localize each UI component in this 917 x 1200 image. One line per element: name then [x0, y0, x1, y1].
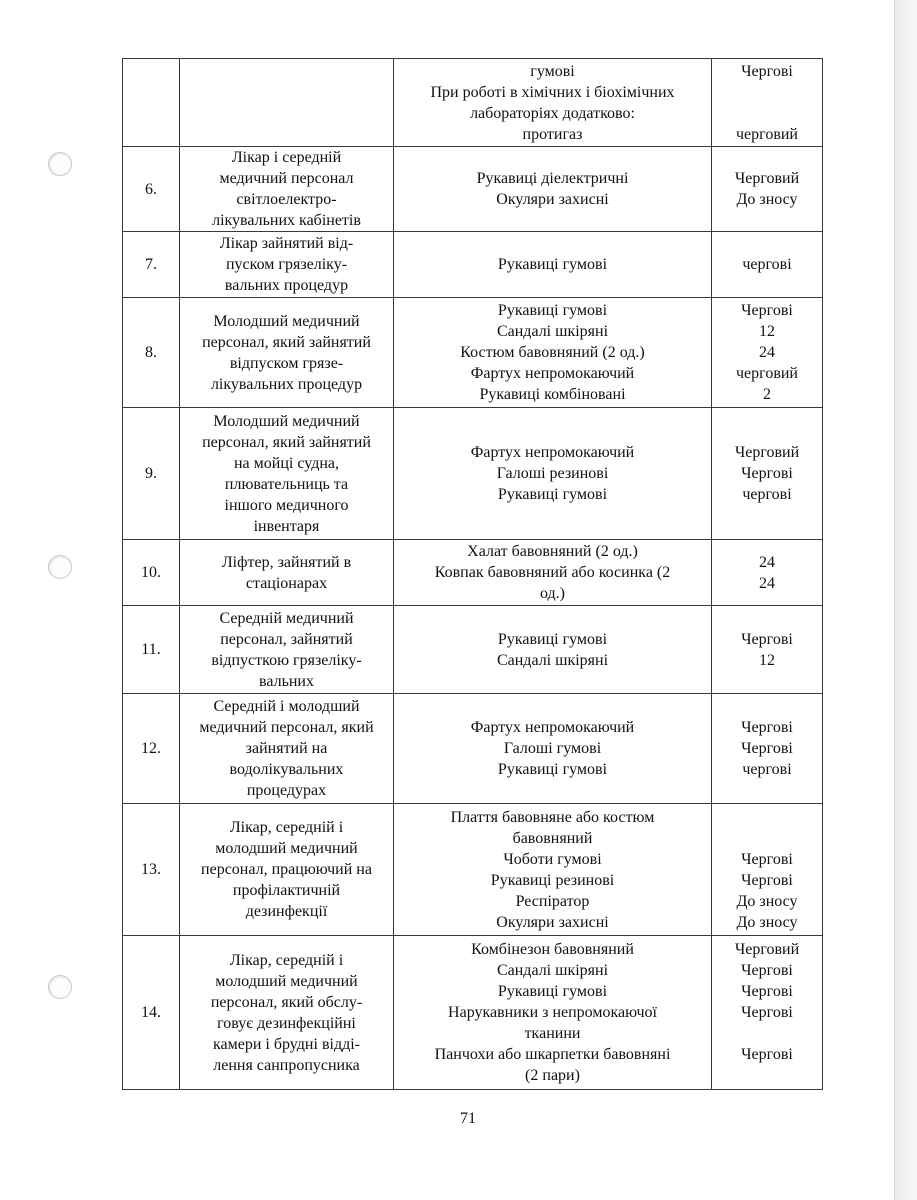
row-number: 6.: [123, 147, 180, 232]
position-cell-line: пуском грязеліку-: [225, 256, 348, 273]
terms-cell-line: чергові: [742, 761, 792, 778]
position-cell-line: медичний персонал, який: [199, 719, 374, 736]
items-cell-line: Фартух непромокаючий: [470, 719, 635, 736]
position-cell: [180, 59, 394, 147]
position-cell-line: Середній медичний: [219, 609, 354, 627]
items-cell-line: лабораторіях додатково:: [470, 104, 635, 122]
terms-cell-line: [714, 1065, 820, 1086]
items-cell-line: Фартух непромокаючий: [470, 444, 635, 461]
terms-cell-line: 24: [759, 344, 775, 361]
position-cell-line: говує дезинфекційні: [217, 1014, 356, 1032]
table-row: [123, 936, 823, 1090]
terms-cell-line: Чергові: [741, 630, 793, 648]
position-cell-line: камери і брудні відді-: [213, 1035, 360, 1053]
items-cell-line: Плаття бавовняне або костюм: [450, 808, 655, 826]
table-row: [123, 694, 823, 804]
position-cell-line: Лікар і середній: [231, 149, 342, 166]
terms-cell-line: Чергові: [741, 962, 793, 979]
items-cell-line: Окуляри захисні: [496, 191, 609, 208]
terms-cell-line: Чергові: [741, 62, 793, 80]
position-cell-line: стаціонарах: [245, 574, 328, 592]
position-cell-line: плювательниць та: [224, 475, 349, 493]
terms-cell-line: [714, 103, 820, 124]
position-cell-line: відпуском грязе-: [229, 354, 344, 372]
position-cell-line: Лікар зайнятий від-: [219, 235, 354, 252]
terms-cell-line: [714, 1023, 820, 1044]
position-cell: [180, 804, 394, 936]
terms-cell: [712, 936, 823, 1090]
position-cell: [180, 936, 394, 1090]
terms-cell: [712, 408, 823, 540]
items-cell-line: Ковпак бавовняний або косинка (2: [434, 564, 671, 581]
terms-cell-line: Чергові: [741, 719, 793, 736]
terms-cell-line: Чергові: [741, 1004, 793, 1021]
position-cell: [180, 232, 394, 298]
terms-cell: [712, 804, 823, 936]
terms-cell-line: черговий: [736, 125, 798, 143]
items-cell-line: Рукавиці діелектричні: [476, 170, 629, 187]
position-cell-line: лікувальних кабінетів: [212, 212, 361, 229]
terms-cell-line: [714, 82, 820, 103]
terms-cell: [712, 694, 823, 804]
terms-cell-line: Чергові: [741, 983, 793, 1000]
position-cell-line: зайнятий на: [245, 740, 328, 757]
position-cell-line: лення санпропусника: [213, 1056, 360, 1074]
position-cell-line: Молодший медичний: [213, 412, 360, 430]
binder-hole: [48, 975, 72, 999]
row-number: 7.: [123, 232, 180, 298]
items-cell-line: Рукавиці гумові: [497, 983, 608, 1000]
row-number: [123, 59, 180, 147]
items-cell-line: Комбінезон бавовняний: [471, 941, 634, 958]
items-cell-line: Халат бавовняний (2 од.): [467, 543, 638, 560]
terms-cell-line: 24: [759, 553, 775, 571]
items-cell: [394, 804, 712, 936]
items-cell-line: бавовняний: [512, 829, 593, 847]
table-row: [123, 408, 823, 540]
position-cell-line: профілактичній: [232, 882, 341, 899]
terms-cell-line: Черговий: [734, 170, 800, 187]
row-number: 12.: [123, 694, 180, 804]
position-cell-line: на мойці судна,: [233, 454, 340, 472]
position-cell: [180, 694, 394, 804]
position-cell: [180, 408, 394, 540]
binder-hole: [48, 152, 72, 176]
items-cell-line: Рукавиці гумові: [497, 486, 608, 503]
items-cell: [394, 232, 712, 298]
terms-cell: [712, 59, 823, 147]
items-cell-line: Рукавиці резинові: [490, 871, 615, 889]
items-cell-line: гумові: [530, 62, 575, 80]
table-row: [123, 606, 823, 694]
position-cell-line: молодший медичний: [215, 840, 358, 857]
table-row: [123, 232, 823, 298]
terms-cell-line: [714, 828, 820, 849]
next-page-edge: [894, 0, 917, 1200]
position-cell-line: водолікувальних: [229, 761, 344, 778]
position-cell: [180, 540, 394, 606]
terms-cell: [712, 298, 823, 408]
items-cell-line: При роботі в хімічних і біохімічних: [430, 83, 675, 101]
items-cell-line: Респіратор: [515, 892, 590, 910]
position-cell-line: інвентаря: [253, 517, 320, 535]
table-row: [123, 804, 823, 936]
ppe-table: [122, 58, 823, 1090]
terms-cell-line: Чергові: [741, 871, 793, 889]
terms-cell: [712, 232, 823, 298]
terms-cell: [712, 606, 823, 694]
items-cell-line: Рукавиці гумові: [497, 630, 608, 648]
position-cell-line: дезинфекції: [245, 903, 328, 920]
position-cell-line: лікувальних процедур: [210, 375, 363, 393]
table-row: [123, 59, 823, 147]
position-cell-line: медичний персонал: [219, 170, 354, 187]
row-number: 8.: [123, 298, 180, 408]
page-number: 71: [460, 1110, 476, 1127]
terms-cell-line: До зносу: [736, 892, 798, 910]
terms-cell-line: 2: [763, 386, 771, 403]
terms-cell-line: Чергові: [741, 1046, 793, 1063]
items-cell-line: Сандалі шкіряні: [496, 962, 609, 979]
table-row: [123, 298, 823, 408]
items-cell-line: Окуляри захисні: [496, 913, 609, 931]
terms-cell-line: Черговий: [734, 444, 800, 461]
items-cell-line: Галоші гумові: [503, 740, 602, 757]
items-cell-line: Нарукавники з непромокаючої: [448, 1004, 657, 1021]
items-cell-line: Чоботи гумові: [503, 850, 602, 868]
table-row: [123, 147, 823, 232]
terms-cell-line: Черговий: [734, 941, 800, 958]
items-cell-line: Рукавиці гумові: [497, 256, 608, 273]
terms-cell-line: черговий: [736, 365, 798, 382]
items-cell: [394, 936, 712, 1090]
position-cell: [180, 298, 394, 408]
items-cell-line: Сандалі шкіряні: [496, 323, 609, 340]
terms-cell-line: До зносу: [736, 913, 798, 931]
items-cell: [394, 147, 712, 232]
items-cell-line: Рукавиці комбіновані: [479, 386, 626, 403]
terms-cell: [712, 147, 823, 232]
position-cell-line: Лікар, середній і: [229, 951, 344, 969]
terms-cell: [712, 540, 823, 606]
position-cell-line: іншого медичного: [224, 496, 349, 514]
items-cell: [394, 540, 712, 606]
row-number: 13.: [123, 804, 180, 936]
terms-cell-line: 12: [759, 323, 775, 340]
position-cell: [180, 147, 394, 232]
position-cell-line: Лікар, середній і: [229, 819, 344, 836]
items-cell: [394, 298, 712, 408]
items-cell-line: Сандалі шкіряні: [496, 651, 609, 669]
items-cell: [394, 408, 712, 540]
items-cell-line: протигаз: [522, 125, 583, 143]
terms-cell-line: 24: [759, 574, 775, 592]
position-cell-line: вальних: [259, 672, 314, 690]
items-cell-line: тканини: [524, 1025, 581, 1042]
position-cell: [180, 606, 394, 694]
row-number: 10.: [123, 540, 180, 606]
items-cell-line: (2 пари): [525, 1067, 580, 1084]
position-cell-line: молодший медичний: [215, 972, 358, 990]
terms-cell-line: [714, 807, 820, 828]
table-row: [123, 540, 823, 606]
row-number: 9.: [123, 408, 180, 540]
terms-cell-line: 12: [759, 651, 775, 669]
items-cell-line: Панчохи або шкарпетки бавовняні: [434, 1046, 671, 1063]
position-cell-line: персонал, працюючий на: [201, 861, 372, 878]
position-cell-line: Молодший медичний: [213, 312, 360, 330]
row-number: 11.: [123, 606, 180, 694]
position-cell-line: відпусткою грязеліку-: [211, 651, 362, 669]
position-cell-line: персонал, зайнятий: [220, 630, 353, 648]
items-cell: [394, 59, 712, 147]
items-cell-line: Галоші резинові: [496, 465, 609, 482]
terms-cell-line: До зносу: [736, 191, 798, 208]
terms-cell-line: Чергові: [741, 465, 793, 482]
position-cell-line: світлоелектро-: [236, 191, 337, 208]
terms-cell-line: Чергові: [741, 740, 793, 757]
binder-hole: [48, 555, 72, 579]
terms-cell-line: чергові: [742, 486, 792, 503]
ppe-table-body: [123, 59, 823, 1090]
position-cell-line: персонал, який обслу-: [210, 993, 363, 1011]
position-cell-line: вальних процедур: [224, 277, 349, 294]
row-number: 14.: [123, 936, 180, 1090]
terms-cell-line: Чергові: [741, 302, 793, 319]
items-cell: [394, 606, 712, 694]
items-cell-line: Фартух непромокаючий: [470, 365, 635, 382]
position-cell-line: процедурах: [246, 782, 327, 799]
terms-cell-line: Чергові: [741, 850, 793, 868]
items-cell-line: Костюм бавовняний (2 од.): [460, 344, 645, 361]
terms-cell-line: чергові: [742, 256, 792, 273]
position-cell-line: Середній і молодший: [213, 698, 360, 715]
position-cell-line: персонал, який зайнятий: [202, 333, 371, 351]
items-cell-line: од.): [539, 585, 565, 602]
position-cell-line: персонал, який зайнятий: [202, 433, 371, 451]
items-cell: [394, 694, 712, 804]
items-cell-line: Рукавиці гумові: [497, 302, 608, 319]
position-cell-line: Ліфтер, зайнятий в: [221, 553, 352, 571]
items-cell-line: Рукавиці гумові: [497, 761, 608, 778]
